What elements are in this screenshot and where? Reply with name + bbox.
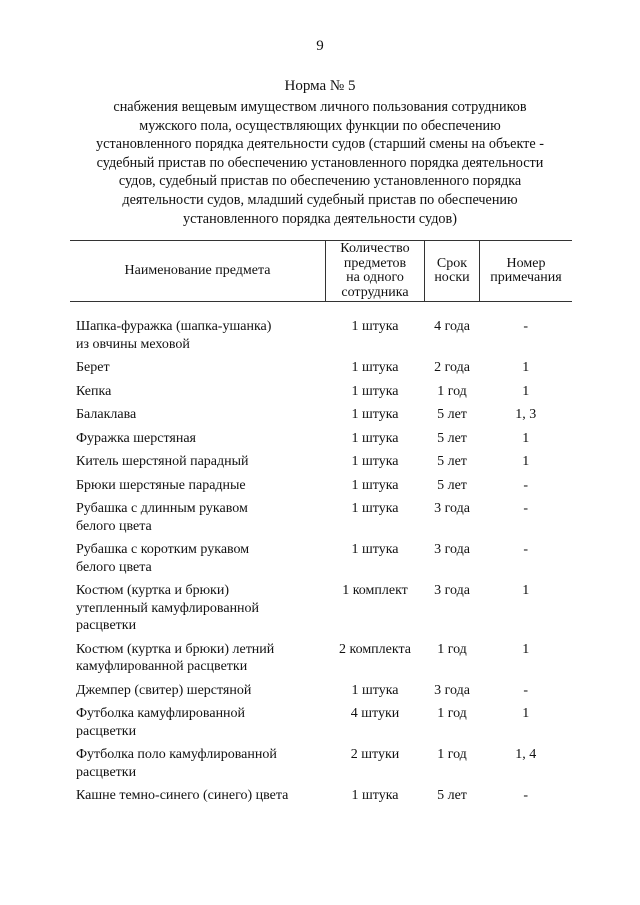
note-number-cell: - bbox=[523, 477, 529, 493]
subtitle-line: судебный пристав по обеспечению установленного порядка деятельности bbox=[96, 154, 544, 171]
item-name-line: Джемпер (свитер) шерстяной bbox=[76, 682, 252, 698]
table-row bbox=[70, 541, 572, 582]
item-name-cell bbox=[70, 302, 326, 360]
item-name-line: Костюм (куртка и брюки) летний bbox=[76, 641, 275, 657]
wear-term-cell: 2 года bbox=[434, 360, 470, 375]
note-number-cell: 1 bbox=[522, 706, 530, 721]
header-line: сотрудника bbox=[341, 284, 409, 300]
item-name-line: Балаклава bbox=[76, 407, 137, 422]
table-row bbox=[70, 500, 572, 541]
item-name-line: Рубашка с коротким рукавом bbox=[76, 542, 250, 557]
wear-term-cell: 3 года bbox=[434, 501, 470, 516]
note-number-cell: 1, 3 bbox=[515, 407, 537, 422]
table-row bbox=[70, 477, 572, 501]
header-wear-term bbox=[425, 241, 480, 302]
header-line: на одного bbox=[346, 270, 404, 285]
wear-term-cell: 3 года bbox=[434, 583, 470, 598]
quantity-cell: 1 штука bbox=[351, 319, 399, 334]
header-line: Номер bbox=[506, 255, 546, 271]
table-header-row bbox=[70, 241, 572, 302]
wear-term-cell: 5 лет bbox=[437, 430, 467, 446]
header-line: Срок bbox=[436, 255, 468, 271]
table-row bbox=[70, 746, 572, 787]
header-line: носки bbox=[434, 270, 470, 285]
header-item-name: Наименование предмета bbox=[70, 241, 326, 302]
quantity-cell: 1 комплект bbox=[342, 583, 408, 598]
quantity-cell: 2 штуки bbox=[350, 747, 400, 762]
quantity-cell: 1 штука bbox=[351, 407, 399, 422]
note-number-cell: 1 bbox=[522, 583, 530, 598]
item-name-line: Футболка камуфлированной bbox=[76, 706, 246, 721]
norm-title: Норма № 5 bbox=[284, 78, 356, 94]
table-row bbox=[70, 359, 572, 383]
page-number: 9 bbox=[316, 38, 324, 54]
table-row bbox=[70, 406, 572, 430]
item-name-line: белого цвета bbox=[76, 518, 152, 534]
wear-term-cell: 1 год bbox=[437, 383, 467, 399]
wear-term-cell: 5 лет bbox=[437, 477, 467, 493]
wear-term-cell: 5 лет bbox=[437, 454, 467, 469]
item-name-line: Фуражка шерстяная bbox=[76, 430, 196, 446]
quantity-cell: 1 штука bbox=[351, 360, 399, 375]
table-body bbox=[70, 302, 572, 811]
item-name-line: камуфлированной расцветки bbox=[76, 659, 248, 674]
item-name-cell bbox=[70, 477, 326, 501]
subtitle-line: мужского пола, осуществляющих функции по обеспечению bbox=[139, 117, 501, 134]
item-name-cell bbox=[70, 541, 326, 582]
item-name-cell bbox=[70, 359, 326, 383]
quantity-cell: 1 штука bbox=[351, 454, 399, 469]
item-name-line: Шапка-фуражка (шапка-ушанка) bbox=[76, 319, 272, 334]
table-row bbox=[70, 582, 572, 641]
note-number-cell: 1 bbox=[522, 430, 530, 446]
table-row bbox=[70, 383, 572, 407]
header-note-number bbox=[480, 241, 573, 302]
item-name-line: утепленный камуфлированной bbox=[76, 600, 260, 616]
item-name-cell bbox=[70, 746, 326, 787]
note-number-cell: 1 bbox=[522, 454, 530, 469]
quantity-cell: 1 штука bbox=[351, 477, 399, 493]
item-name-cell bbox=[70, 430, 326, 454]
item-name-cell bbox=[70, 705, 326, 746]
norm-subtitle bbox=[72, 98, 568, 228]
wear-term-cell: 1 год bbox=[437, 641, 467, 657]
quantity-cell: 1 штука bbox=[351, 430, 399, 446]
subtitle-line: снабжения вещевым имуществом личного пользования сотрудников bbox=[113, 99, 527, 115]
quantity-cell: 2 комплекта bbox=[339, 641, 411, 657]
item-name-line: расцветки bbox=[76, 618, 137, 633]
note-number-cell: - bbox=[523, 788, 529, 803]
quantity-cell: 1 штука bbox=[351, 542, 399, 557]
note-number-cell: 1 bbox=[522, 383, 530, 399]
item-name-line: Брюки шерстяные парадные bbox=[76, 477, 246, 493]
header-line: примечания bbox=[490, 270, 562, 285]
item-name-line: Берет bbox=[76, 360, 110, 375]
item-name-line: Рубашка с длинным рукавом bbox=[76, 501, 248, 516]
quantity-cell: 1 штука bbox=[351, 383, 399, 399]
note-number-cell: - bbox=[523, 501, 529, 516]
table-row bbox=[70, 430, 572, 454]
note-number-cell: 1 bbox=[522, 360, 530, 375]
note-number-cell: 1 bbox=[522, 641, 530, 657]
note-number-cell: - bbox=[523, 682, 529, 698]
header-quantity bbox=[326, 241, 425, 302]
item-name-line: Футболка поло камуфлированной bbox=[76, 747, 277, 762]
item-name-line: Кепка bbox=[76, 383, 112, 399]
item-name-cell bbox=[70, 383, 326, 407]
wear-term-cell: 5 лет bbox=[437, 788, 467, 803]
subtitle-line: деятельности судов, младший судебный пристав по обеспечению bbox=[122, 191, 518, 208]
table-row bbox=[70, 787, 572, 811]
note-number-cell: - bbox=[523, 542, 529, 557]
header-line: Количество bbox=[340, 241, 410, 256]
quantity-cell: 1 штука bbox=[351, 682, 399, 698]
wear-term-cell: 1 год bbox=[437, 706, 467, 721]
header-line: предметов bbox=[343, 255, 407, 271]
subtitle-line: установленного порядка деятельности судов) bbox=[183, 210, 457, 227]
item-name-cell bbox=[70, 406, 326, 430]
item-name-line: Кашне темно-синего (синего) цвета bbox=[76, 788, 289, 803]
note-number-cell: 1, 4 bbox=[515, 747, 537, 762]
note-number-cell: - bbox=[523, 319, 529, 334]
item-name-line: расцветки bbox=[76, 764, 137, 780]
subtitle-line: судов, судебный пристав по обеспечению установленного порядка bbox=[118, 173, 522, 190]
table-row bbox=[70, 705, 572, 746]
item-name-line: расцветки bbox=[76, 723, 137, 739]
item-name-cell bbox=[70, 641, 326, 682]
subtitle-line: установленного порядка деятельности судов (старший смены на объекте - bbox=[96, 136, 544, 153]
table-row bbox=[70, 682, 572, 706]
item-name-cell bbox=[70, 582, 326, 641]
item-name-cell bbox=[70, 682, 326, 706]
table-row bbox=[70, 302, 572, 360]
wear-term-cell: 3 года bbox=[434, 542, 470, 557]
item-name-line: белого цвета bbox=[76, 559, 152, 575]
item-name-cell bbox=[70, 500, 326, 541]
wear-term-cell: 4 года bbox=[434, 319, 470, 334]
clothing-norm-table bbox=[70, 240, 572, 811]
table-row bbox=[70, 453, 572, 477]
item-name-cell bbox=[70, 453, 326, 477]
item-name-line: Китель шерстяной парадный bbox=[76, 454, 249, 469]
item-name-cell bbox=[70, 787, 326, 811]
item-name-line: Костюм (куртка и брюки) bbox=[76, 583, 229, 598]
wear-term-cell: 3 года bbox=[434, 682, 470, 698]
quantity-cell: 1 штука bbox=[351, 501, 399, 516]
table-row bbox=[70, 641, 572, 682]
quantity-cell: 1 штука bbox=[351, 788, 399, 803]
wear-term-cell: 1 год bbox=[437, 747, 467, 762]
quantity-cell: 4 штуки bbox=[350, 706, 400, 721]
item-name-line: из овчины меховой bbox=[76, 336, 190, 352]
wear-term-cell: 5 лет bbox=[437, 407, 467, 422]
